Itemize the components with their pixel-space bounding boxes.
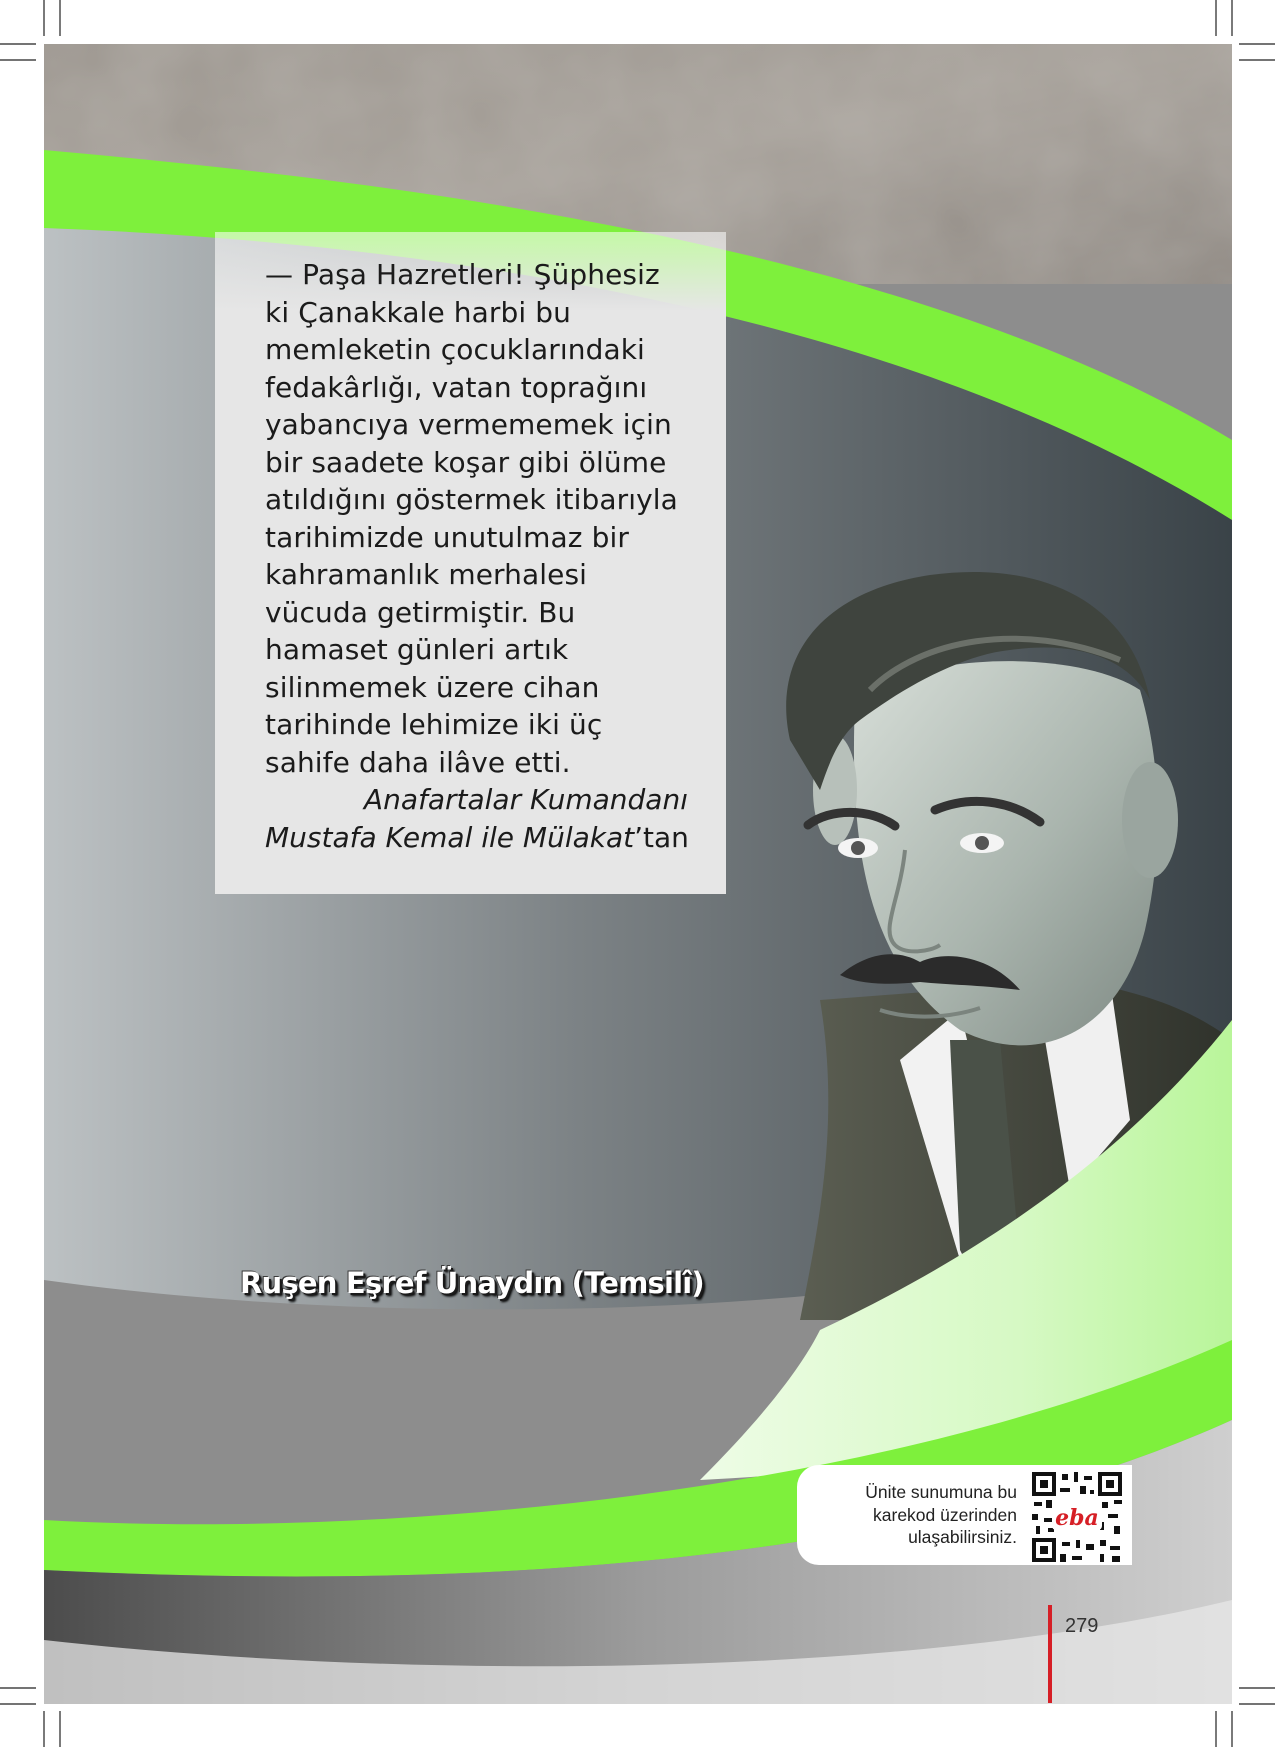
page-number: 279 [1065, 1615, 1099, 1637]
quote-source-title: Mustafa Kemal ile Mülakat [265, 820, 635, 854]
quote-box [215, 232, 726, 894]
quote-source-suffix: ’tan [634, 820, 689, 854]
quote-line: silinmemek üzere cihan [265, 670, 600, 704]
quote-line: vücuda getirmiştir. Bu [265, 595, 576, 629]
quote-line: — Paşa Hazretleri! Şüphesiz [265, 258, 660, 291]
quote-line: yabancıya vermememek için [265, 408, 672, 441]
qr-code-icon[interactable] [1030, 1470, 1124, 1564]
quote-source-line-2 [265, 819, 688, 857]
qr-note-box [797, 1465, 1132, 1565]
quote-source-line-1: Anafartalar Kumandanı [363, 783, 688, 816]
page-number-marker [1048, 1605, 1052, 1703]
qr-note-line-3: ulaşabilirsiniz. [908, 1527, 1017, 1547]
qr-note-line-2: karekod üzerinden [873, 1504, 1017, 1525]
portrait-caption: Ruşen Eşref Ünaydın (Temsilî) [240, 1266, 704, 1300]
quote-line: kahramanlık merhalesi [265, 558, 588, 591]
quote-line: fedakârlığı, vatan toprağını [265, 370, 648, 404]
eba-logo-text: eba [1055, 1505, 1099, 1531]
quote-line: sahife daha ilâve etti. [265, 745, 571, 779]
quote-line: tarihimizde unutulmaz bir [265, 520, 629, 554]
quote-line: atıldığını göstermek itibarıyla [265, 483, 678, 516]
quote-line: ki Çanakkale harbi bu [265, 295, 571, 329]
quote-line: memleketin çocuklarındaki [265, 333, 645, 366]
quote-line: hamaset günleri artık [265, 633, 569, 666]
quote-line: bir saadete koşar gibi ölüme [265, 445, 667, 479]
qr-note-text [807, 1481, 1017, 1549]
qr-note-line-1: Ünite sunumuna bu [865, 1482, 1017, 1502]
quote-line: tarihinde lehimize iki üç [265, 708, 603, 741]
